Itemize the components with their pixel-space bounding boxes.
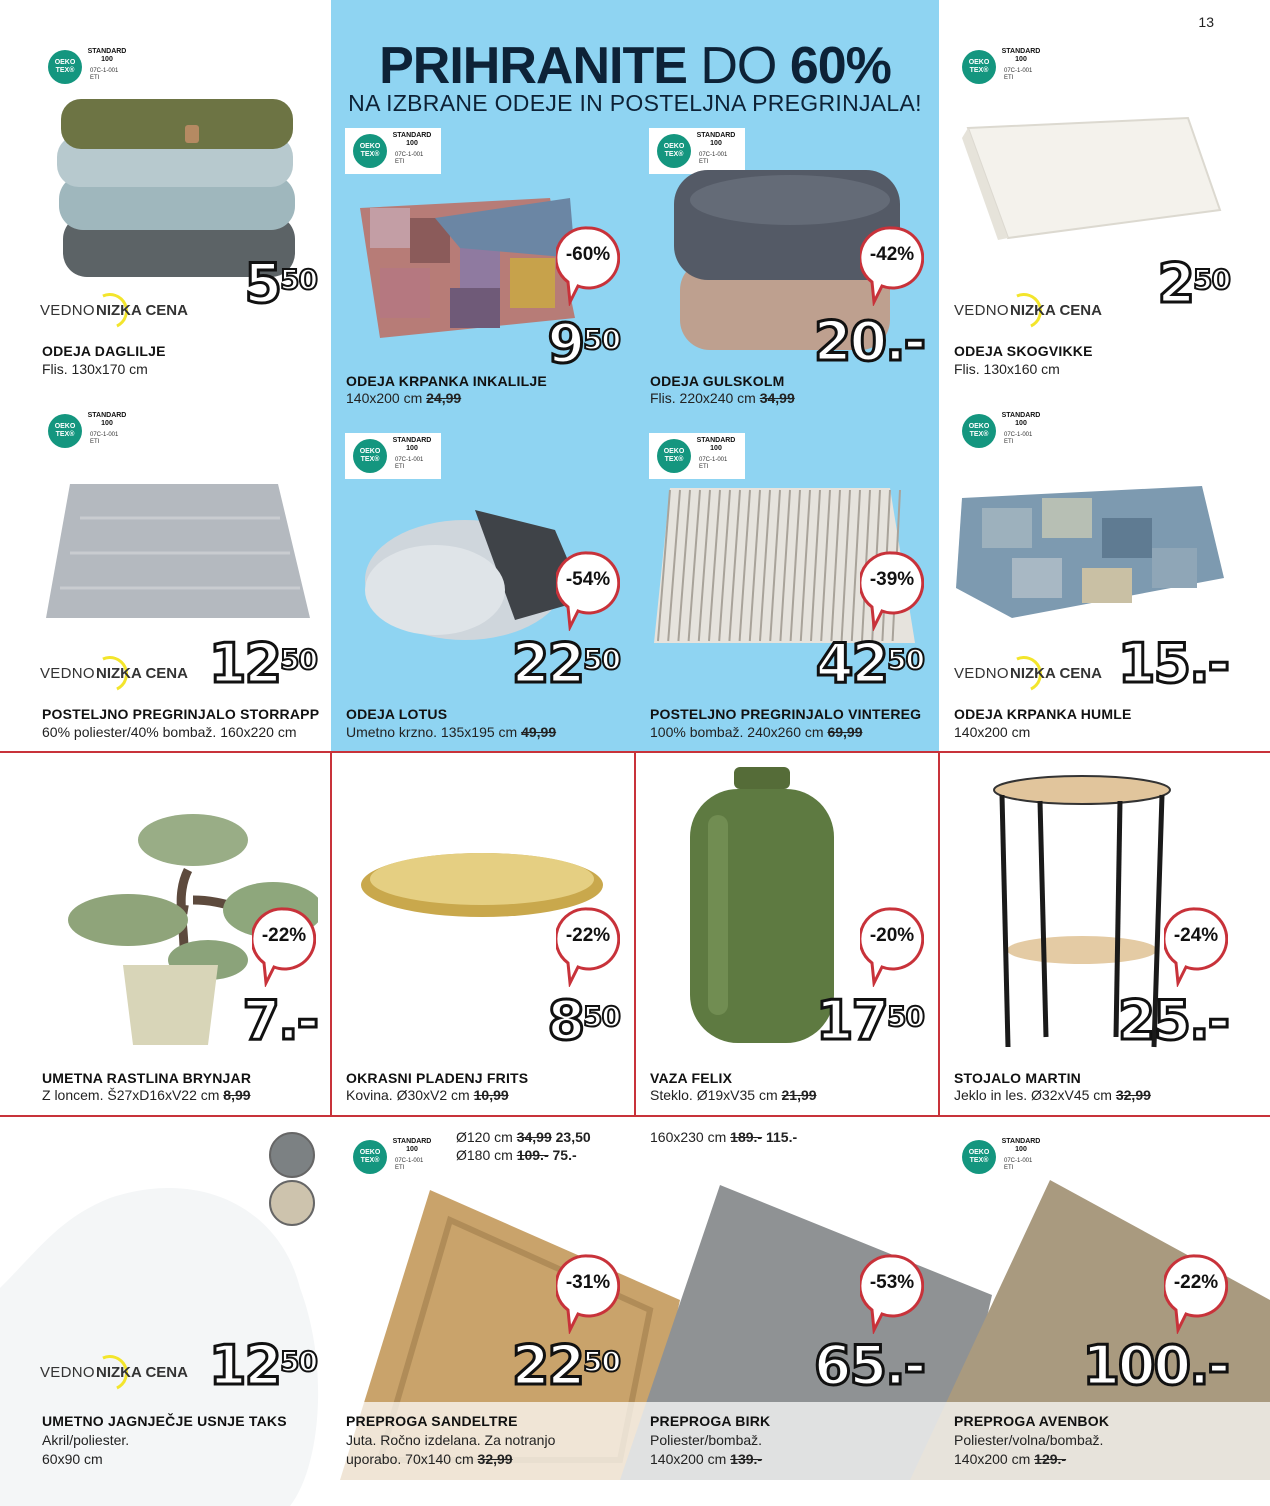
product-title[interactable]: ODEJA SKOGVIKKE xyxy=(954,343,1093,359)
vedno-nizka-cena-logo: VEDNO NIZKA CENA xyxy=(954,654,1124,694)
oeko-tex-badge: OEKO TEX® STANDARD 100 07C-1-001 ETI xyxy=(345,433,441,479)
discount-badge: -20% xyxy=(860,907,924,971)
product-desc: 100% bombaž. 240x260 cm 69,99 xyxy=(650,724,863,740)
price-taks: $12^{50}$ xyxy=(208,1334,317,1397)
price-brynjar: 7.- xyxy=(242,989,317,1052)
discount-badge: -22% xyxy=(556,907,620,971)
vedno-nizka-cena-logo: VEDNO NIZKA CENA xyxy=(40,291,210,331)
product-title[interactable]: ODEJA KRPANKA HUMLE xyxy=(954,706,1132,722)
oeko-tex-badge: OEKO TEX® STANDARD 100 07C-1-001 ETI xyxy=(40,408,136,454)
price-humle: 15.- xyxy=(1117,632,1228,695)
price-skogvikke: $2^{50}$ xyxy=(1157,252,1230,315)
product-desc: 60% poliester/40% bombaž. 160x220 cm xyxy=(42,724,297,740)
headline-line1 xyxy=(331,38,939,94)
product-desc: Jeklo in les. Ø32xV45 cm 32,99 xyxy=(954,1087,1151,1103)
product-desc: 140x200 cm xyxy=(954,724,1031,740)
product-title[interactable]: UMETNA RASTLINA BRYNJAR xyxy=(42,1070,252,1086)
promo-headline xyxy=(331,38,939,116)
product-title[interactable]: OKRASNI PLADENJ FRITS xyxy=(346,1070,529,1086)
oeko-tex-badge: OEKO TEX® STANDARD 100 07C-1-001 ETI xyxy=(40,44,136,90)
price-birk: 65.- xyxy=(813,1334,924,1397)
product-desc: Flis. 130x170 cm xyxy=(42,361,148,377)
product-desc: 140x200 cm 129.- xyxy=(954,1451,1067,1467)
page-number: 13 xyxy=(1198,14,1214,30)
size-variant: Ø120 cm 34,99 23,50 xyxy=(456,1129,591,1145)
product-title[interactable]: ODEJA LOTUS xyxy=(346,706,448,722)
divider-col1 xyxy=(330,751,332,1117)
product-desc: Poliester/bombaž. xyxy=(650,1432,763,1448)
storrapp-image xyxy=(40,478,315,628)
product-desc: uporabo. 70x140 cm 32,99 xyxy=(346,1451,513,1467)
oeko-tex-badge: OEKO TEX® STANDARD 100 07C-1-001 ETI xyxy=(954,44,1050,90)
product-title[interactable]: POSTELJNO PREGRINJALO VINTEREG xyxy=(650,706,922,722)
discount-badge: -22% xyxy=(1164,1254,1228,1318)
price-frits: $8^{50}$ xyxy=(547,989,620,1052)
product-desc: Flis. 130x160 cm xyxy=(954,361,1060,377)
price-storrapp: $12^{50}$ xyxy=(208,632,317,695)
discount-badge: -54% xyxy=(556,551,620,615)
vedno-nizka-cena-logo: VEDNO NIZKA CENA xyxy=(40,654,210,694)
oeko-tex-badge: OEKO TEX® STANDARD 100 07C-1-001 ETI xyxy=(649,433,745,479)
oeko-tex-badge: OEKO TEX® STANDARD 100 07C-1-001 ETI xyxy=(954,1134,1050,1180)
price-martin: 25.- xyxy=(1117,989,1228,1052)
oeko-tex-badge: OEKO TEX® STANDARD 100 07C-1-001 ETI xyxy=(345,1134,441,1180)
price-daglilje: $5^{50}$ xyxy=(244,252,317,315)
oeko-tex-badge: OEKO TEX® STANDARD 100 07C-1-001 ETI xyxy=(954,408,1050,454)
humle-image xyxy=(952,478,1230,623)
product-desc: Umetno krzno. 135x195 cm 49,99 xyxy=(346,724,557,740)
product-title[interactable]: UMETNO JAGNJEČJE USNJE TAKS xyxy=(42,1413,287,1429)
divider-col2 xyxy=(634,751,636,1117)
product-desc: Akril/poliester. xyxy=(42,1432,130,1448)
price-felix: $17^{50}$ xyxy=(815,989,924,1052)
price-vintereg: $42^{50}$ xyxy=(815,632,924,695)
discount-badge: -60% xyxy=(556,226,620,290)
divider-col3 xyxy=(938,751,940,1117)
product-title[interactable]: ODEJA DAGLILJE xyxy=(42,343,166,359)
headline-bold: PRIHRANITE xyxy=(379,37,687,95)
size-variant: 160x230 cm 189.- 115.- xyxy=(650,1129,798,1145)
price-inkalilje: $9^{50}$ xyxy=(547,312,620,375)
discount-badge: -53% xyxy=(860,1254,924,1318)
product-title[interactable]: POSTELJNO PREGRINJALO STORRAPP xyxy=(42,706,320,722)
product-title[interactable]: STOJALO MARTIN xyxy=(954,1070,1081,1086)
product-desc: Poliester/volna/bombaž. xyxy=(954,1432,1104,1448)
price-gulskolm: 20.- xyxy=(813,310,924,373)
product-desc: 60x90 cm xyxy=(42,1451,103,1467)
product-desc: Juta. Ročno izdelana. Za notranjo xyxy=(346,1432,556,1448)
product-desc: 140x200 cm 24,99 xyxy=(346,390,462,406)
price-avenbok: 100.- xyxy=(1082,1334,1228,1397)
vedno-nizka-cena-logo: VEDNO NIZKA CENA xyxy=(954,291,1124,331)
color-swatch-grey[interactable] xyxy=(269,1132,315,1178)
oeko-tex-badge: OEKO TEX® STANDARD 100 07C-1-001 ETI xyxy=(345,128,441,174)
discount-badge: -39% xyxy=(860,551,924,615)
oeko-tex-badge: OEKO TEX® STANDARD 100 07C-1-001 ETI xyxy=(649,128,745,174)
product-desc: 140x200 cm 139.- xyxy=(650,1451,763,1467)
price-sandeltre: $22^{50}$ xyxy=(511,1334,620,1397)
skogvikke-image xyxy=(958,98,1228,248)
product-title[interactable]: ODEJA GULSKOLM xyxy=(650,373,785,389)
product-title[interactable]: PREPROGA AVENBOK xyxy=(954,1413,1110,1429)
product-desc: Steklo. Ø19xV35 cm 21,99 xyxy=(650,1087,817,1103)
discount-badge: -42% xyxy=(860,226,924,290)
headline-line2: NA IZBRANE ODEJE IN POSTELJNA PREGRINJALA! xyxy=(348,90,922,116)
price-lotus: $22^{50}$ xyxy=(511,632,620,695)
vedno-nizka-cena-logo: VEDNO NIZKA CENA xyxy=(40,1353,210,1393)
discount-badge: -31% xyxy=(556,1254,620,1318)
headline-percent: 60% xyxy=(789,37,891,95)
headline-thin: DO xyxy=(700,37,777,95)
product-title[interactable]: ODEJA KRPANKA INKALILJE xyxy=(346,373,547,389)
size-variant: Ø180 cm 109.- 75.- xyxy=(456,1147,577,1163)
product-desc: Z loncem. Š27xD16xV22 cm 8,99 xyxy=(42,1087,251,1103)
product-title[interactable]: PREPROGA SANDELTRE xyxy=(346,1413,518,1429)
felix-image xyxy=(688,765,836,1045)
product-title[interactable]: VAZA FELIX xyxy=(650,1070,733,1086)
color-swatch-beige[interactable] xyxy=(269,1180,315,1226)
discount-badge: -24% xyxy=(1164,907,1228,971)
product-desc: Flis. 220x240 cm 34,99 xyxy=(650,390,795,406)
product-desc: Kovina. Ø30xV2 cm 10,99 xyxy=(346,1087,509,1103)
product-title[interactable]: PREPROGA BIRK xyxy=(650,1413,771,1429)
discount-badge: -22% xyxy=(252,907,316,971)
